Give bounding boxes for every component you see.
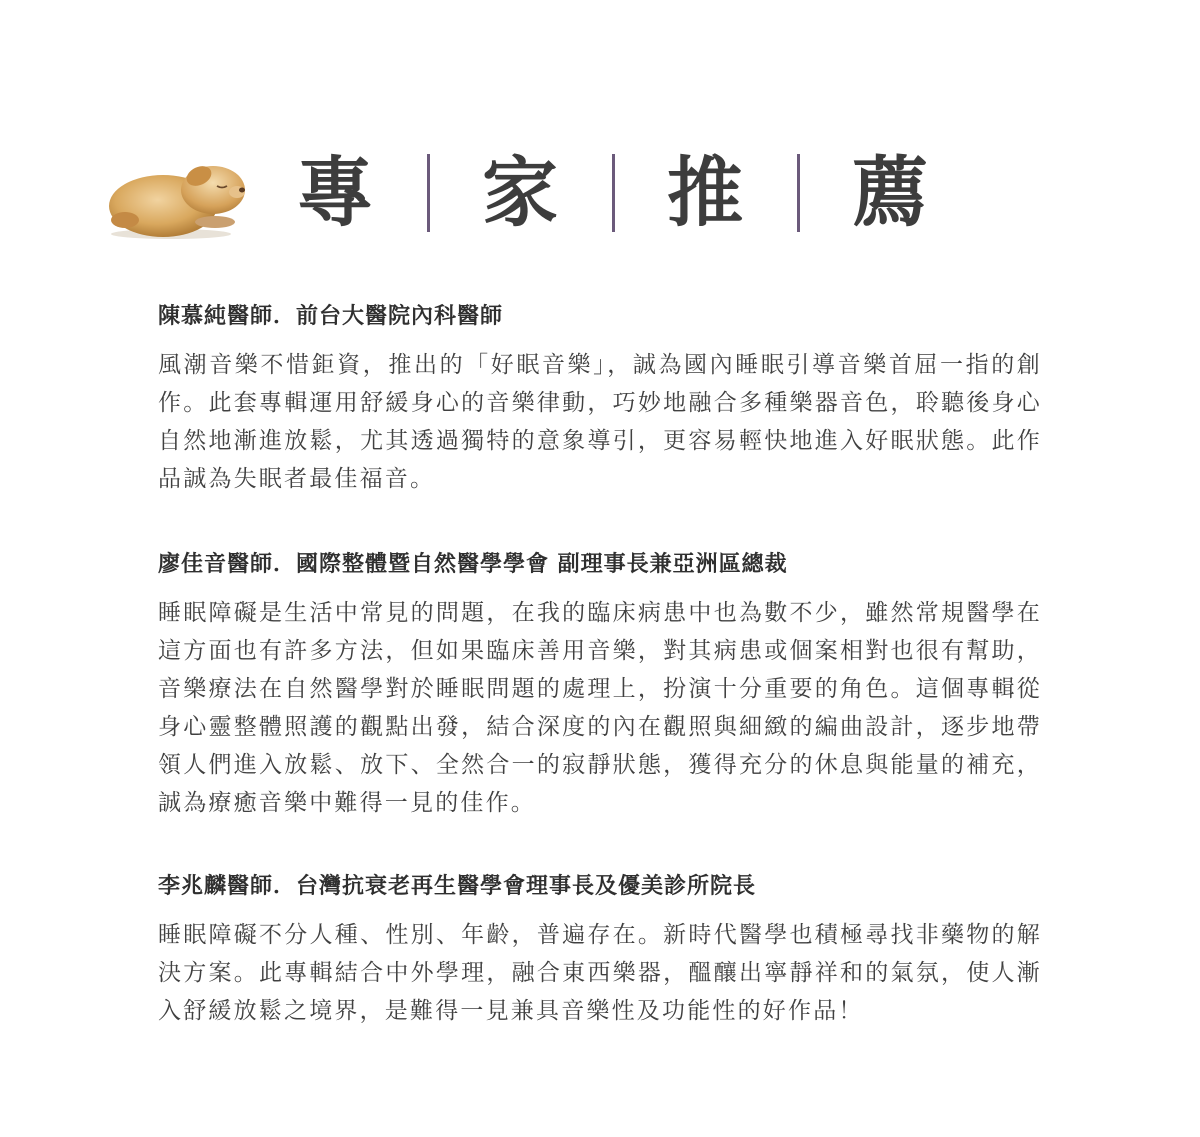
recommendation-li <box>158 872 1042 1030</box>
title-char: 家 <box>482 148 558 237</box>
title-separator <box>427 154 430 232</box>
recommendation-liao <box>158 550 1042 822</box>
title-separator <box>797 154 800 232</box>
recommendation-body: 風潮音樂不惜鉅資，推出的「好眠音樂」，誠為國內睡眠引導音樂首屈一指的創作。此套專輯運用舒緩身心的音樂律動，巧妙地融合多種樂器音色，聆聽後身心自然地漸進放鬆，尤其透過獨特的意象導引，更容易輕快地進入好眠狀態。此作品誠為失眠者最佳福音。 <box>158 352 1042 492</box>
recommendation-heading: 廖佳音醫師．國際整體暨自然醫學學會 副理事長兼亞洲區總裁 <box>158 552 788 577</box>
recommendation-chen <box>158 302 1042 498</box>
sleeping-puppy-icon <box>105 148 247 240</box>
recommendation-body: 睡眠障礙不分人種、性別、年齡，普遍存在。新時代醫學也積極尋找非藥物的解決方案。此專輯結合中外學理，融合東西樂器，醞釀出寧靜祥和的氣氛，使人漸入舒緩放鬆之境界，是難得一見兼具音樂性及功能性的好作品！ <box>158 922 1042 1024</box>
page-title <box>295 148 930 237</box>
recommendation-heading: 李兆麟醫師．台灣抗衰老再生醫學會理事長及優美診所院長 <box>158 874 757 899</box>
title-char: 推 <box>667 148 743 237</box>
title-separator <box>612 154 615 232</box>
title-char: 薦 <box>852 148 928 237</box>
page-header <box>105 140 965 250</box>
title-char: 專 <box>297 148 373 237</box>
recommendation-heading: 陳慕純醫師．前台大醫院內科醫師 <box>158 304 504 329</box>
recommendation-body: 睡眠障礙是生活中常見的問題，在我的臨床病患中也為數不少，雖然常規醫學在這方面也有許多方法，但如果臨床善用音樂，對其病患或個案相對也很有幫助，音樂療法在自然醫學對於睡眠問題的處理上，扮演十分重要的角色。這個專輯從身心靈整體照護的觀點出發，結合深度的內在觀照與細緻的編曲設計，逐步地帶領人們進入放鬆、放下、全然合一的寂靜狀態，獲得充分的休息與能量的補充，誠為療癒音樂中難得一見的佳作。 <box>158 600 1042 816</box>
